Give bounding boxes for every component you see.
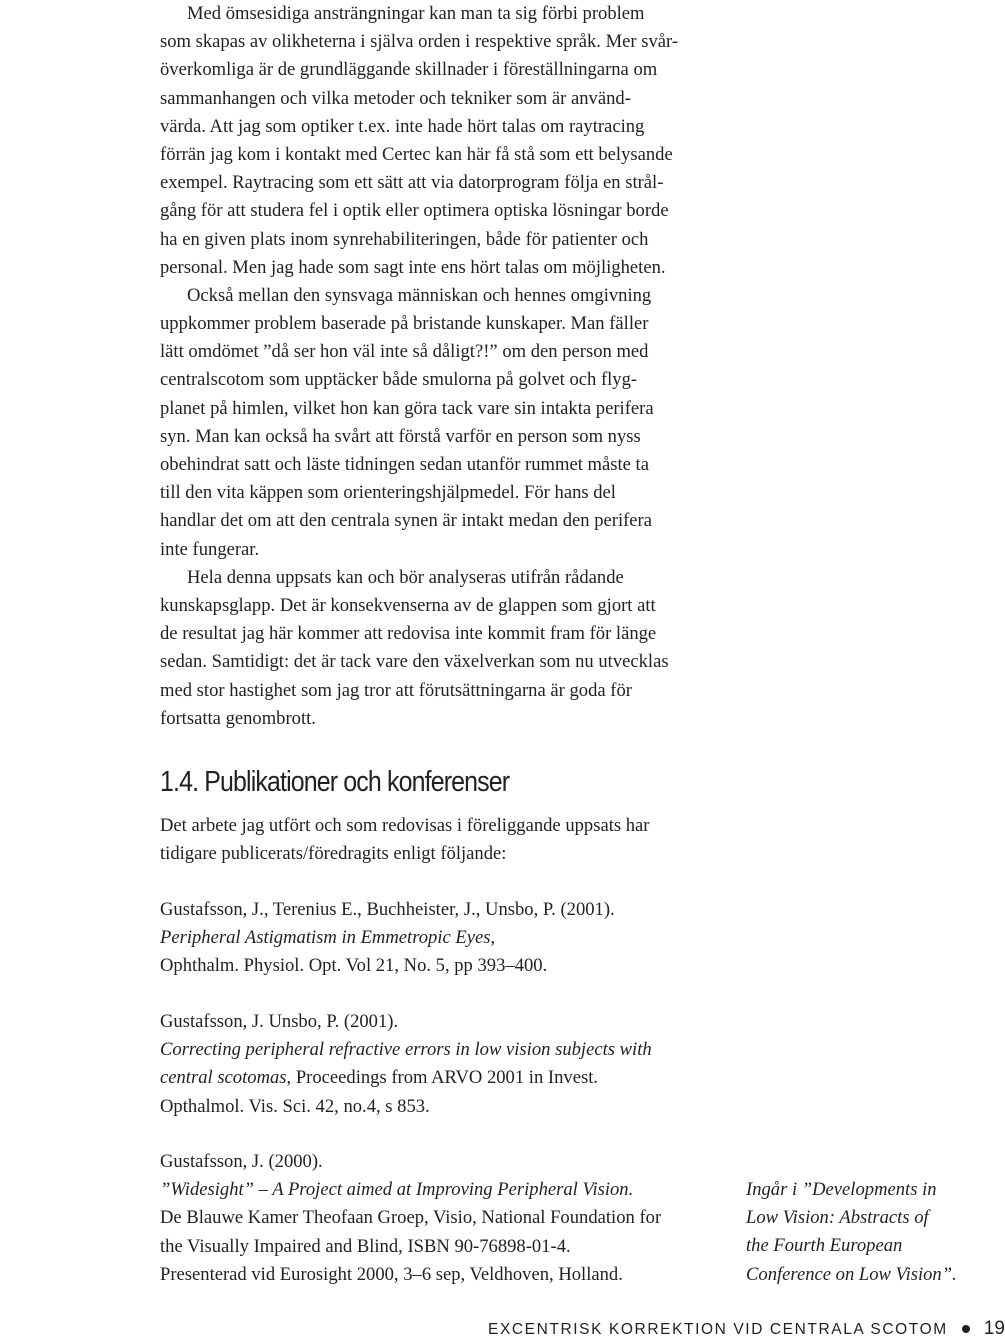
reference-title: central scotomas [160, 1067, 287, 1089]
body-line: de resultat jag här kommer att redovisa inte kommit fram för länge [160, 623, 657, 645]
margin-note-line: the Fourth European [746, 1235, 903, 1257]
body-line: uppkommer problem baserade på bristande kunskaper. Man fäller [160, 313, 649, 335]
body-line: Hela denna uppsats kan och bör analyseras utifrån rådande [187, 566, 624, 588]
intro-line: Det arbete jag utfört och som redovisas i föreliggande uppsats har [160, 815, 650, 836]
reference-authors: Gustafsson, J. Unsbo, P. (2001). [160, 1011, 399, 1032]
margin-note [746, 1176, 957, 1289]
reference-entry [160, 896, 615, 981]
body-line: sedan. Samtidigt: det är tack vare den växelverkan som nu utvecklas [160, 651, 669, 673]
reference-title: ”Widesight” – A Project aimed at Improving Peripheral Vision. [160, 1179, 634, 1201]
reference-title-line [160, 924, 615, 952]
body-line: till den vita käppen som orienteringshjälpmedel. För hans del [160, 482, 616, 504]
margin-note-line: Low Vision: Abstracts of [746, 1207, 929, 1229]
reference-source: , Proceedings from ARVO 2001 in Invest. [286, 1067, 599, 1089]
running-title: EXCENTRISK KORREKTION VID CENTRALA SCOTOM [488, 1321, 948, 1338]
margin-note-line: Ingår i ”Developments in [746, 1179, 937, 1200]
body-line: som skapas av olikheterna i själva orden i respektive språk. Mer svår- [160, 31, 679, 53]
section-intro [160, 812, 649, 868]
section-heading: 1.4. Publikationer och konferenser [160, 766, 510, 798]
reference-title-line [160, 1176, 661, 1204]
reference-title: Peripheral Astigmatism in Emmetropic Eyes [160, 927, 491, 949]
margin-note-line: Conference on Low Vision”. [746, 1263, 957, 1285]
body-line: obehindrat satt och läste tidningen sedan utanför rummet måste ta [160, 454, 649, 475]
reference-authors: Gustafsson, J. (2000). [160, 1151, 323, 1172]
body-line: Med ömsesidiga ansträngningar kan man ta sig förbi problem [187, 3, 645, 24]
body-line: personal. Men jag hade som sagt inte ens hört talas om möjligheten. [160, 256, 666, 278]
body-line: Också mellan den synsvaga människan och hennes omgivning [187, 284, 652, 306]
bullet-icon [962, 1325, 970, 1333]
reference-title-line [160, 1036, 652, 1064]
body-line: överkomliga är de grundläggande skillnader i föreställningarna om [160, 59, 658, 81]
body-line: gång för att studera fel i optik eller optimera optiska lösningar borde [160, 200, 669, 222]
reference-detail: the Visually Impaired and Blind, ISBN 90-76898-01-4. [160, 1235, 571, 1257]
reference-title: Correcting peripheral refractive errors in low vision subjects with [160, 1039, 652, 1061]
body-line: syn. Man kan också ha svårt att förstå varför en person som nyss [160, 425, 641, 447]
body-line: sammanhangen och vilka metoder och tekniker som är använd- [160, 87, 631, 109]
reference-entry [160, 1148, 661, 1289]
body-line: fortsatta genombrott. [160, 707, 316, 729]
body-line: kunskapsglapp. Det är konsekvenserna av de glappen som gjort att [160, 594, 656, 616]
body-line: lätt omdömet ”då ser hon väl inte så dåligt?!” om den person med [160, 341, 649, 363]
reference-source: Ophthalm. Physiol. Opt. Vol 21, No. 5, pp 393–400. [160, 955, 548, 977]
body-line: handlar det om att den centrala synen är intakt medan den perifera [160, 510, 652, 532]
page-footer [488, 1318, 1005, 1340]
reference-entry [160, 1008, 652, 1121]
reference-detail: De Blauwe Kamer Theofaan Groep, Visio, National Foundation for [160, 1207, 662, 1229]
body-line: exempel. Raytracing som ett sätt att via datorprogram följa en strål- [160, 172, 664, 194]
body-line: värda. Att jag som optiker t.ex. inte hade hört talas om raytracing [160, 115, 645, 137]
body-line: centralscotom som upptäcker både smulorna på golvet och flyg- [160, 369, 638, 391]
reference-title-suffix: , [490, 927, 496, 949]
intro-line: tidigare publicerats/föredragits enligt följande: [160, 843, 507, 865]
reference-authors: Gustafsson, J., Terenius E., Buchheister, J., Unsbo, P. (2001). [160, 899, 615, 920]
body-line: förrän jag kom i kontakt med Certec kan här få stå som ett belysande [160, 143, 673, 165]
reference-detail: Presenterad vid Eurosight 2000, 3–6 sep, Veldhoven, Holland. [160, 1263, 623, 1285]
reference-source: Opthalmol. Vis. Sci. 42, no.4, s 853. [160, 1095, 430, 1117]
body-text [160, 0, 720, 733]
reference-title-line [160, 1064, 652, 1092]
body-line: ha en given plats inom synrehabiliteringen, både för patienter och [160, 228, 649, 250]
body-line: planet på himlen, vilket hon kan göra tack vare sin intakta perifera [160, 397, 654, 419]
body-line: inte fungerar. [160, 538, 260, 560]
page-number: 19 [983, 1318, 1005, 1339]
body-line: med stor hastighet som jag tror att förutsättningarna är goda för [160, 679, 632, 701]
